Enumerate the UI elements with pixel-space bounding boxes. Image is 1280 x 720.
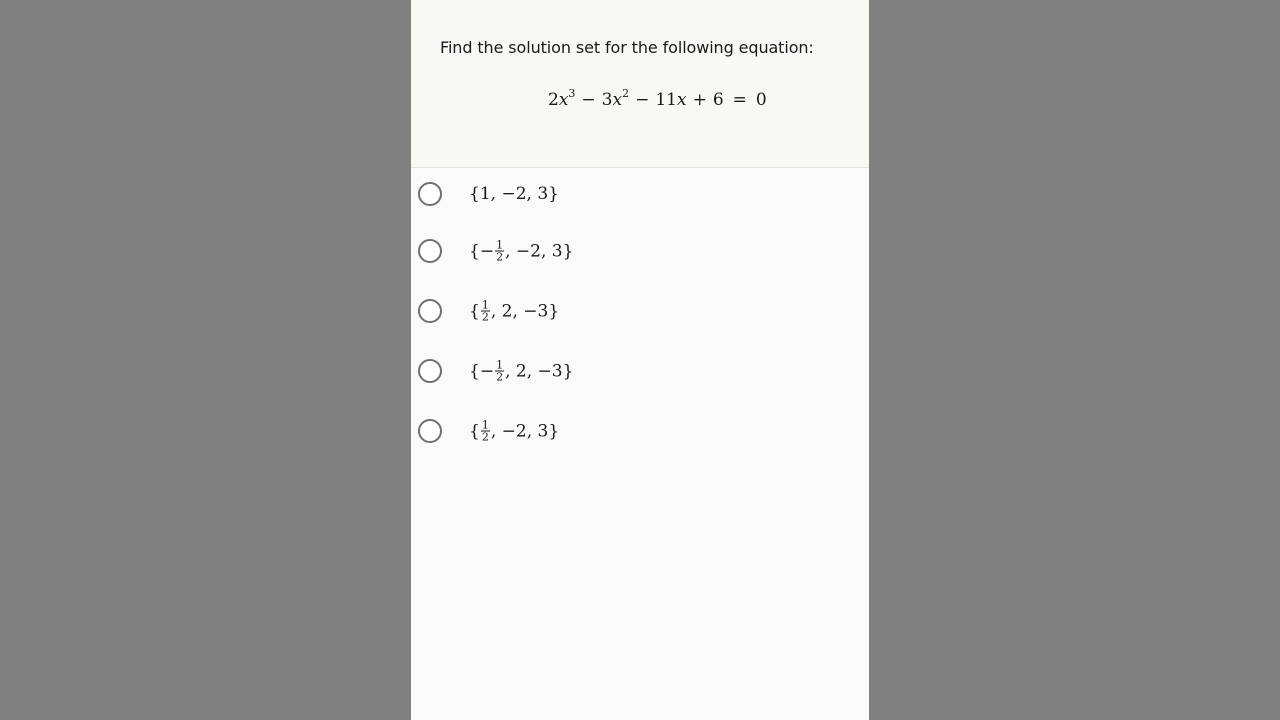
fraction-numerator: 1 <box>481 298 489 312</box>
fraction <box>495 240 504 263</box>
answer-option-5-label <box>469 420 559 443</box>
option-suffix: , −2, 3 <box>505 241 563 261</box>
option-close-brace: } <box>562 361 574 381</box>
eq-term1-coef: 2 <box>548 90 559 110</box>
right-backdrop <box>869 0 1280 720</box>
option-open-brace: { <box>469 361 480 381</box>
radio-unchecked-icon[interactable] <box>418 359 442 383</box>
fraction-numerator: 1 <box>481 418 489 432</box>
quiz-panel <box>411 0 869 720</box>
option-close-brace: } <box>562 241 574 261</box>
radio-unchecked-icon[interactable] <box>418 182 442 206</box>
option-values: 1, −2, 3 <box>479 184 549 204</box>
eq-equals: = <box>732 90 747 110</box>
fraction-numerator: 1 <box>496 358 504 372</box>
eq-op1: − <box>581 90 596 110</box>
eq-term3-coef: 11 <box>655 90 677 110</box>
answer-option-1[interactable] <box>411 172 869 216</box>
eq-term4: 6 <box>712 90 724 110</box>
eq-term2-exp: 2 <box>622 87 630 100</box>
question-box <box>411 0 869 168</box>
answer-option-5[interactable] <box>411 409 869 453</box>
radio-unchecked-icon[interactable] <box>418 299 442 323</box>
eq-term2-var: x <box>612 90 623 110</box>
eq-term3-var: x <box>676 90 687 110</box>
option-suffix: , 2, −3 <box>490 301 549 321</box>
option-close-brace: } <box>548 301 560 321</box>
answer-option-2[interactable] <box>411 229 869 273</box>
fraction-denominator: 2 <box>481 310 489 324</box>
option-suffix: , 2, −3 <box>505 361 563 381</box>
fraction-numerator: 1 <box>496 238 504 252</box>
answer-option-1-label <box>469 184 559 204</box>
eq-op2: − <box>635 90 650 110</box>
option-close-brace: } <box>548 421 560 441</box>
option-prefix: − <box>479 361 495 381</box>
answer-option-2-label <box>469 240 573 263</box>
question-prompt: Find the solution set for the following equation: <box>440 38 814 57</box>
eq-term2-coef: 3 <box>601 90 613 110</box>
radio-unchecked-icon[interactable] <box>418 239 442 263</box>
fraction <box>495 360 504 383</box>
option-open-brace: { <box>469 301 480 321</box>
option-open-brace: { <box>469 184 480 204</box>
option-suffix: , −2, 3 <box>490 421 549 441</box>
fraction <box>481 420 490 443</box>
option-prefix: − <box>479 241 495 261</box>
answer-option-3-label <box>469 300 559 323</box>
eq-term1-exp: 3 <box>568 87 576 100</box>
answer-option-4-label <box>469 360 573 383</box>
eq-term1-var: x <box>558 90 569 110</box>
radio-unchecked-icon[interactable] <box>418 419 442 443</box>
fraction-denominator: 2 <box>481 430 489 444</box>
equation <box>548 87 767 110</box>
fraction-denominator: 2 <box>496 370 504 384</box>
answer-option-4[interactable] <box>411 349 869 393</box>
option-close-brace: } <box>548 184 559 204</box>
fraction <box>481 300 490 323</box>
option-open-brace: { <box>469 241 480 261</box>
answer-option-3[interactable] <box>411 289 869 333</box>
option-open-brace: { <box>469 421 480 441</box>
fraction-denominator: 2 <box>496 250 504 264</box>
eq-rhs: 0 <box>755 90 767 110</box>
left-backdrop <box>0 0 411 720</box>
eq-op3: + <box>692 90 707 110</box>
